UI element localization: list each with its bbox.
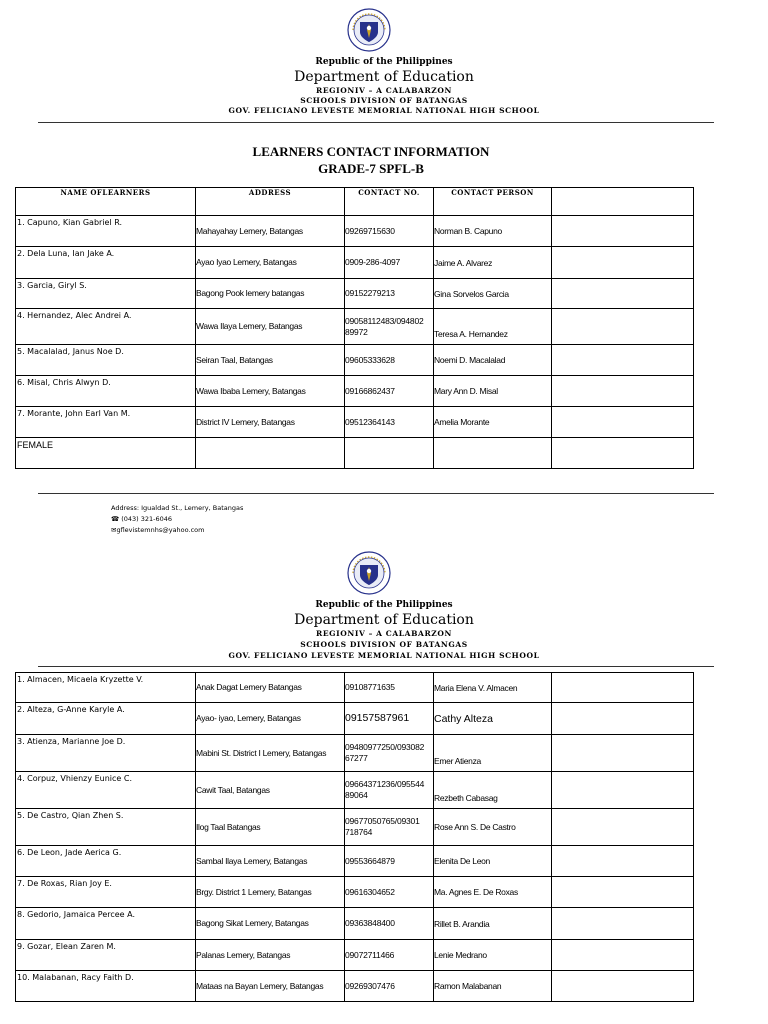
learner-contact: 09269715630 — [345, 216, 434, 247]
learner-name: 4. Hernandez, Alec Andrei A. — [16, 309, 196, 345]
learner-contact: 09605333628 — [345, 345, 434, 376]
learner-address: Mataas na Bayan Lemery, Batangas — [196, 971, 345, 1002]
division-label: SCHOOLS DIVISION OF BATANGAS — [300, 96, 468, 105]
header-contact-no: CONTACT NO. — [345, 188, 434, 216]
table-row — [16, 309, 694, 345]
learner-contact: 09072711466 — [345, 940, 434, 971]
blank-cell — [552, 673, 694, 703]
learner-name: 7. De Roxas, Rian Joy E. — [16, 877, 196, 908]
blank-cell — [552, 772, 694, 809]
school-name: GOV. FELICIANO LEVESTE MEMORIAL NATIONAL HIGH SCHOOL — [228, 651, 540, 660]
document-title: LEARNERS CONTACT INFORMATION — [252, 144, 490, 159]
document-subtitle: GRADE-7 SPFL-B — [318, 161, 424, 176]
learner-contact: 09152279213 — [345, 279, 434, 309]
learner-address: Cawit Taal, Batangas — [196, 772, 345, 809]
footer-address: Address: Igualdad St., Lemery, Batangas — [111, 504, 244, 512]
table-row — [16, 345, 694, 376]
learner-address: Wawa Ilaya Lemery, Batangas — [196, 309, 345, 345]
republic-label: Republic of the Philippines — [315, 600, 453, 610]
contact-person: Noemi D. Macalalad — [434, 345, 552, 376]
learner-name: 1. Almacen, Micaela Kryzette V. — [16, 673, 196, 703]
footer-email-line — [111, 525, 204, 536]
blank-cell — [345, 438, 434, 469]
contact-person: Norman B. Capuno — [434, 216, 552, 247]
table-row — [16, 809, 694, 846]
learner-name: 8. Gedorio, Jamaica Percee A. — [16, 908, 196, 940]
header-divider — [38, 122, 714, 123]
blank-cell — [552, 309, 694, 345]
blank-cell — [552, 438, 694, 469]
division-label: SCHOOLS DIVISION OF BATANGAS — [300, 640, 468, 649]
learner-contact: 09363848400 — [345, 908, 434, 940]
contact-person: Amelia Morante — [434, 407, 552, 438]
header-address: ADDRESS — [196, 188, 345, 216]
learner-contact: 09157587961 — [345, 703, 434, 735]
learner-contact: 09553664879 — [345, 846, 434, 877]
contact-person: Jaime A. Alvarez — [434, 247, 552, 279]
table-row — [16, 703, 694, 735]
blank-cell — [552, 279, 694, 309]
blank-cell — [552, 809, 694, 846]
learner-address: District IV Lemery, Batangas — [196, 407, 345, 438]
learner-name: 6. Misal, Chris Alwyn D. — [16, 376, 196, 407]
blank-cell — [552, 877, 694, 908]
footer-phone-line — [111, 514, 172, 525]
table-header-row — [16, 188, 694, 216]
learner-address: Seiran Taal, Batangas — [196, 345, 345, 376]
blank-cell — [552, 908, 694, 940]
learner-address: Ayao- iyao, Lemery, Batangas — [196, 703, 345, 735]
phone-icon: ☎ — [111, 515, 120, 523]
footer-email: gflevistemnhs@yahoo.com — [116, 526, 205, 534]
learner-contact: 09108771635 — [345, 673, 434, 703]
learner-contact: 09677050765/09301 718764 — [345, 809, 434, 846]
contact-person: Gina Sorvelos Garcia — [434, 279, 552, 309]
table-row — [16, 673, 694, 703]
learner-address: Ilog Taal Batangas — [196, 809, 345, 846]
contact-person: Teresa A. Hernandez — [434, 309, 552, 345]
header-blank — [552, 188, 694, 216]
table-row — [16, 376, 694, 407]
learner-name: 6. De Leon, Jade Aerica G. — [16, 846, 196, 877]
footer-phone: (043) 321-6046 — [121, 515, 173, 523]
learner-address: Brgy. District 1 Lemery, Batangas — [196, 877, 345, 908]
school-name: GOV. FELICIANO LEVESTE MEMORIAL NATIONAL HIGH SCHOOL — [228, 106, 540, 115]
learner-contact: 09616304652 — [345, 877, 434, 908]
learner-name: 7. Morante, John Earl Van M. — [16, 407, 196, 438]
learner-name: 3. Atienza, Marianne Joe D. — [16, 735, 196, 772]
learner-name: 10. Malabanan, Racy Faith D. — [16, 971, 196, 1002]
republic-label: Republic of the Philippines — [315, 57, 453, 67]
blank-cell — [552, 247, 694, 279]
table-row — [16, 940, 694, 971]
table-row — [16, 438, 694, 469]
blank-cell — [552, 735, 694, 772]
header-contact-person: CONTACT PERSON — [434, 188, 552, 216]
deped-seal-logo — [347, 8, 391, 52]
learner-contact: 09664371236/095544 89064 — [345, 772, 434, 809]
blank-cell — [552, 376, 694, 407]
department-title: Department of Education — [294, 612, 474, 628]
learner-contact: 0909-286-4097 — [345, 247, 434, 279]
table-row — [16, 407, 694, 438]
learner-name: 4. Corpuz, Vhienzy Eunice C. — [16, 772, 196, 809]
department-title: Department of Education — [294, 69, 474, 85]
table-row — [16, 247, 694, 279]
learners-table-male — [15, 187, 694, 469]
table-row — [16, 279, 694, 309]
header-name: NAME OFLEARNERS — [16, 188, 196, 216]
learner-contact: 09269307476 — [345, 971, 434, 1002]
blank-cell — [552, 971, 694, 1002]
contact-person: Rillet B. Arandia — [434, 908, 552, 940]
learner-contact: 09480977250/093082 67277 — [345, 735, 434, 772]
contact-person: Mary Ann D. Misal — [434, 376, 552, 407]
contact-person: Ramon Malabanan — [434, 971, 552, 1002]
learner-address: Bagong Pook lemery batangas — [196, 279, 345, 309]
learner-contact: 09166862437 — [345, 376, 434, 407]
contact-person: Elenita De Leon — [434, 846, 552, 877]
table-row — [16, 846, 694, 877]
learner-address: Bagong Sikat Lemery, Batangas — [196, 908, 345, 940]
learner-name: 5. Macalalad, Janus Noe D. — [16, 345, 196, 376]
region-label: REGIONIV – A CALABARZON — [316, 86, 452, 95]
contact-person: Rose Ann S. De Castro — [434, 809, 552, 846]
learner-address: Mabini St. District I Lemery, Batangas — [196, 735, 345, 772]
footer-divider — [38, 493, 714, 494]
contact-person: Ma. Agnes E. De Roxas — [434, 877, 552, 908]
female-section-label: FEMALE — [16, 438, 196, 469]
blank-cell — [552, 345, 694, 376]
learner-address: Palanas Lemery, Batangas — [196, 940, 345, 971]
learner-name: 2. Dela Luna, Ian Jake A. — [16, 247, 196, 279]
blank-cell — [196, 438, 345, 469]
blank-cell — [552, 703, 694, 735]
blank-cell — [434, 438, 552, 469]
table-row — [16, 971, 694, 1002]
contact-person: Cathy Alteza — [434, 703, 552, 735]
header-divider — [38, 666, 714, 667]
learner-name: 5. De Castro, Qian Zhen S. — [16, 809, 196, 846]
table-row — [16, 735, 694, 772]
learner-name: 3. Garcia, Giryl S. — [16, 279, 196, 309]
envelope-icon: ✉ — [111, 526, 117, 534]
contact-person: Emer Atienza — [434, 735, 552, 772]
learner-address: Mahayahay Lemery, Batangas — [196, 216, 345, 247]
learner-name: 2. Alteza, G-Anne Karyle A. — [16, 703, 196, 735]
learner-address: Wawa Ibaba Lemery, Batangas — [196, 376, 345, 407]
learner-name: 9. Gozar, Elean Zaren M. — [16, 940, 196, 971]
table-row — [16, 772, 694, 809]
table-row — [16, 877, 694, 908]
learner-contact: 09058112483/094802 89972 — [345, 309, 434, 345]
table-row — [16, 216, 694, 247]
learner-contact: 09512364143 — [345, 407, 434, 438]
deped-seal-logo — [347, 551, 391, 595]
blank-cell — [552, 940, 694, 971]
contact-person: Lenie Medrano — [434, 940, 552, 971]
table-row — [16, 908, 694, 940]
blank-cell — [552, 846, 694, 877]
blank-cell — [552, 407, 694, 438]
learner-name: 1. Capuno, Kian Gabriel R. — [16, 216, 196, 247]
region-label: REGIONIV – A CALABARZON — [316, 629, 452, 638]
blank-cell — [552, 216, 694, 247]
learner-address: Sambal Ilaya Lemery, Batangas — [196, 846, 345, 877]
contact-person: Maria Elena V. Almacen — [434, 673, 552, 703]
contact-person: Rezbeth Cabasag — [434, 772, 552, 809]
learners-table-female — [15, 672, 694, 1002]
learner-address: Anak Dagat Lemery Batangas — [196, 673, 345, 703]
learner-address: Ayao Iyao Lemery, Batangas — [196, 247, 345, 279]
